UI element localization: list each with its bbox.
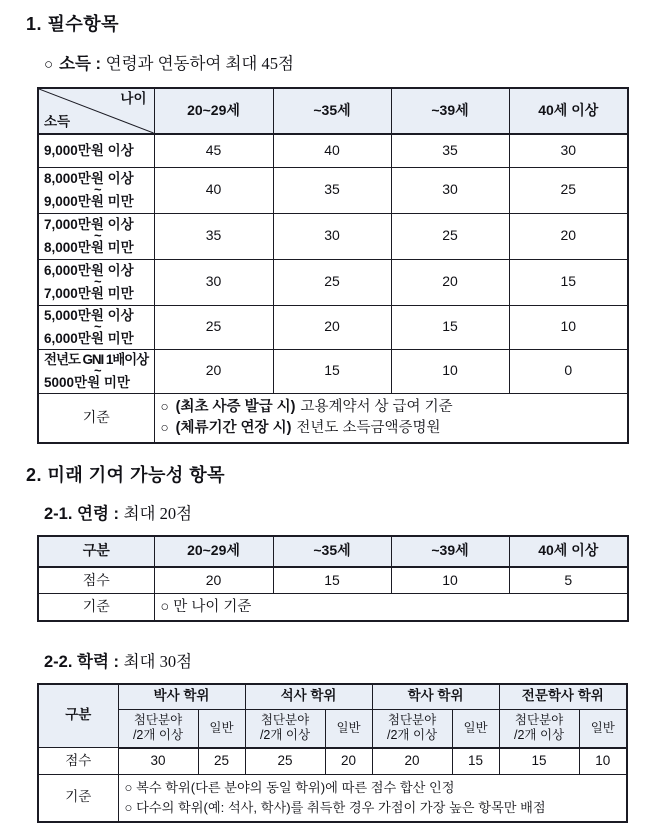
general-header: 일반 — [325, 710, 372, 748]
advanced-field-header: 첨단분야 /2개 이상 — [245, 710, 325, 748]
score-cell: 10 — [579, 748, 627, 775]
income-range-label: 9,000만원 이상 — [38, 134, 154, 167]
age-table-header-row — [38, 536, 628, 567]
degree-group-header: 학사 학위 — [372, 684, 499, 710]
score-cell: 40 — [154, 167, 273, 213]
age-criteria-content: ○ 만 나이 기준 — [154, 594, 628, 621]
education-subheader-row — [38, 710, 627, 748]
score-cell: 15 — [273, 567, 391, 594]
criteria-label: 기준 — [38, 594, 154, 621]
advanced-field-header: 첨단분야 /2개 이상 — [118, 710, 198, 748]
income-range-label: 5,000만원 이상 ~ 6,000만원 미만 — [38, 305, 154, 349]
income-range-label: 7,000만원 이상 ~ 8,000만원 미만 — [38, 213, 154, 259]
age-column-header: ~39세 — [391, 536, 509, 567]
circle-bullet-icon: ○ — [44, 56, 54, 73]
age-column-header: 40세 이상 — [509, 88, 628, 134]
category-header: 구분 — [38, 536, 154, 567]
income-range-label: 8,000만원 이상 ~ 9,000만원 미만 — [38, 167, 154, 213]
age-column-header: 40세 이상 — [509, 536, 628, 567]
score-cell: 15 — [509, 259, 628, 305]
score-row-label: 점수 — [38, 748, 118, 775]
score-cell: 25 — [198, 748, 245, 775]
income-subheading-colon: : — [95, 55, 102, 73]
age-subheading-colon: : — [113, 504, 119, 523]
diagonal-income-label: 소득 — [44, 114, 71, 130]
score-cell: 35 — [273, 167, 391, 213]
score-cell: 25 — [154, 305, 273, 349]
education-subheading-desc: 최대 30점 — [123, 651, 193, 671]
score-cell: 20 — [154, 567, 273, 594]
income-row — [38, 305, 628, 349]
age-subheading-desc: 최대 20점 — [123, 503, 193, 523]
income-row — [38, 134, 628, 167]
income-range-label: 6,000만원 이상 ~ 7,000만원 미만 — [38, 259, 154, 305]
score-row-label: 점수 — [38, 567, 154, 594]
criteria-label: 기준 — [38, 393, 154, 443]
score-cell: 5 — [509, 567, 628, 594]
score-cell: 20 — [391, 259, 509, 305]
degree-group-header: 박사 학위 — [118, 684, 245, 710]
score-cell: 40 — [273, 134, 391, 167]
age-column-header: ~35세 — [273, 536, 391, 567]
score-cell: 15 — [499, 748, 579, 775]
age-table — [37, 535, 629, 622]
education-criteria-content: ○ 복수 학위(다른 분야의 동일 학위)에 따른 점수 합산 인정 ○ 다수의 학위(예: 석사, 학사)를 취득한 경우 가점이 가장 높은 항목만 배점 — [118, 775, 627, 822]
circle-bullet-icon: ○ — [160, 398, 169, 414]
score-cell: 20 — [372, 748, 452, 775]
score-cell: 15 — [273, 349, 391, 393]
score-cell: 25 — [509, 167, 628, 213]
education-subheading-title: 2-2. 학력 — [44, 652, 109, 671]
score-cell: 15 — [391, 305, 509, 349]
circle-bullet-icon: ○ — [160, 419, 169, 435]
score-cell: 25 — [273, 259, 391, 305]
score-cell: 25 — [245, 748, 325, 775]
score-cell: 10 — [391, 567, 509, 594]
advanced-field-header: 첨단분야 /2개 이상 — [372, 710, 452, 748]
age-column-header: ~39세 — [391, 88, 509, 134]
income-criteria-row — [38, 393, 628, 443]
income-subheading-title: 소득 — [59, 55, 91, 73]
score-cell: 20 — [509, 213, 628, 259]
income-table-header-row — [38, 88, 628, 134]
score-cell: 30 — [273, 213, 391, 259]
age-column-header: 20~29세 — [154, 88, 273, 134]
score-cell: 20 — [273, 305, 391, 349]
education-score-row — [38, 748, 627, 775]
income-row — [38, 259, 628, 305]
degree-group-header: 석사 학위 — [245, 684, 372, 710]
score-cell: 30 — [154, 259, 273, 305]
income-subheading — [44, 50, 658, 74]
age-score-row — [38, 567, 628, 594]
diagonal-age-label: 나이 — [120, 91, 147, 106]
score-cell: 35 — [391, 134, 509, 167]
age-column-header: ~35세 — [273, 88, 391, 134]
score-cell: 35 — [154, 213, 273, 259]
income-criteria-content: ○ (최초 사증 발급 시) 고용계약서 상 급여 기준 ○ (체류기간 연장 시) 전년도 소득금액증명원 — [154, 393, 628, 443]
income-table — [37, 87, 629, 444]
score-cell: 25 — [391, 213, 509, 259]
age-column-header: 20~29세 — [154, 536, 273, 567]
age-subheading — [44, 500, 658, 524]
age-criteria-row — [38, 594, 628, 621]
score-cell: 30 — [391, 167, 509, 213]
income-row — [38, 213, 628, 259]
score-cell: 10 — [391, 349, 509, 393]
score-cell: 45 — [154, 134, 273, 167]
advanced-field-header: 첨단분야 /2개 이상 — [499, 710, 579, 748]
score-cell: 20 — [325, 748, 372, 775]
score-cell: 30 — [509, 134, 628, 167]
education-subheading-colon: : — [113, 652, 119, 671]
section2-heading: 2. 미래 기여 가능성 항목 — [26, 464, 226, 485]
age-income-diagonal-cell — [38, 88, 154, 134]
general-header: 일반 — [579, 710, 627, 748]
income-row — [38, 349, 628, 393]
category-header: 구분 — [38, 684, 118, 748]
degree-group-header: 전문학사 학위 — [499, 684, 627, 710]
education-degree-header-row — [38, 684, 627, 710]
income-range-label: 전년도 GNI 1배이상 ~ 5000만원 미만 — [38, 349, 154, 393]
score-cell: 30 — [118, 748, 198, 775]
income-subheading-desc: 연령과 연동하여 최대 45점 — [105, 54, 294, 73]
section1-heading: 1. 필수항목 — [26, 14, 120, 34]
general-header: 일반 — [198, 710, 245, 748]
education-table — [37, 683, 628, 823]
general-header: 일반 — [452, 710, 499, 748]
score-cell: 20 — [154, 349, 273, 393]
score-cell: 15 — [452, 748, 499, 775]
education-subheading — [44, 648, 658, 672]
score-cell: 0 — [509, 349, 628, 393]
income-row — [38, 167, 628, 213]
score-cell: 10 — [509, 305, 628, 349]
age-subheading-title: 2-1. 연령 — [44, 504, 109, 523]
criteria-label: 기준 — [38, 775, 118, 822]
